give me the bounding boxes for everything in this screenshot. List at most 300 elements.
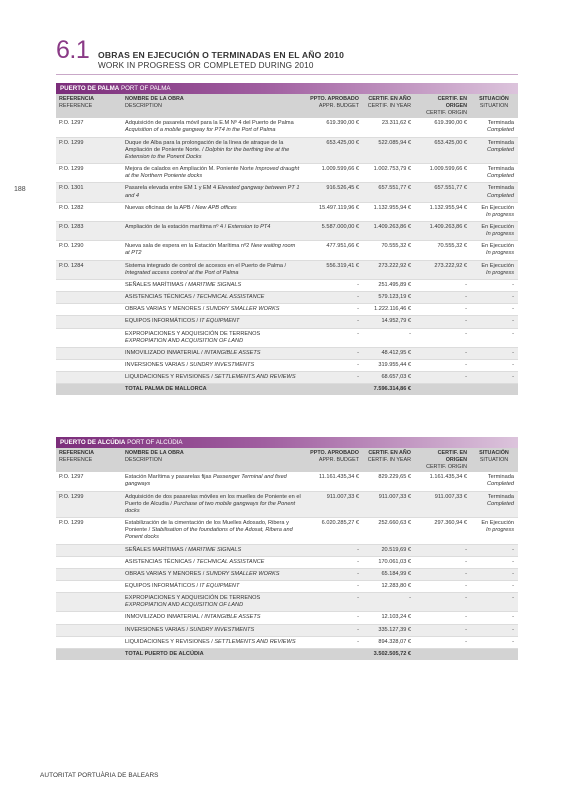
project-budget: 11.161.435,34 € xyxy=(304,472,362,491)
project-status xyxy=(470,260,518,279)
category-description xyxy=(122,580,304,592)
category-row xyxy=(56,568,518,580)
column-header-cert-origin xyxy=(414,448,470,472)
alcudia-section xyxy=(56,437,518,660)
category-description xyxy=(122,328,304,347)
project-status xyxy=(470,518,518,544)
project-status-en: In progress xyxy=(486,211,514,218)
project-cert-origin: 1.009.599,66 € xyxy=(414,164,470,183)
category-description xyxy=(122,612,304,624)
project-status-en: Completed xyxy=(486,500,514,507)
palma-section-bar xyxy=(56,83,518,94)
palma-bar-subtitle: PORT OF PALMA xyxy=(120,85,171,92)
project-status-es: En Ejecución xyxy=(481,262,514,269)
category-cert-year: 48.412,95 € xyxy=(362,347,414,359)
project-reference: P.O. 1284 xyxy=(56,260,122,279)
category-budget: - xyxy=(304,279,362,291)
category-reference-empty xyxy=(56,279,122,291)
category-description xyxy=(122,372,304,384)
project-name-en: Elevated gangway between PT 1 and 4 xyxy=(125,185,300,199)
category-name-es: ASISTENCIAS TÉCNICAS / xyxy=(125,558,195,565)
project-cert-year: 1.409.263,86 € xyxy=(362,221,414,240)
project-cert-year: 1.002.753,79 € xyxy=(362,164,414,183)
column-header-cert-origin xyxy=(414,94,470,118)
category-name-es: LIQUIDACIONES Y REVISIONES / xyxy=(125,638,213,645)
category-cert-origin: - xyxy=(414,360,470,372)
category-reference-empty xyxy=(56,580,122,592)
category-name-en: IT EQUIPMENT xyxy=(199,582,240,589)
total-origin-empty xyxy=(414,648,470,660)
palma-bar-title: PUERTO DE PALMA xyxy=(60,85,120,92)
project-status-en: Completed xyxy=(486,192,514,199)
category-name-es: INMOVILIZADO INMATERIAL / xyxy=(125,349,203,356)
category-cert-origin: - xyxy=(414,279,470,291)
category-status: - xyxy=(470,304,518,316)
category-budget: - xyxy=(304,372,362,384)
project-reference: P.O. 1297 xyxy=(56,118,122,137)
category-row xyxy=(56,360,518,372)
category-reference-empty xyxy=(56,612,122,624)
category-status: - xyxy=(470,328,518,347)
category-cert-origin: - xyxy=(414,624,470,636)
project-status-es: Terminada xyxy=(487,493,514,500)
total-reference-empty xyxy=(56,384,122,396)
project-cert-origin: 911.007,33 € xyxy=(414,491,470,517)
total-budget-empty xyxy=(304,384,362,396)
category-description xyxy=(122,360,304,372)
category-row xyxy=(56,372,518,384)
category-budget: - xyxy=(304,593,362,612)
project-cert-year: 23.311,62 € xyxy=(362,118,414,137)
column-header-description-en: DESCRIPTION xyxy=(125,456,162,463)
project-reference: P.O. 1297 xyxy=(56,472,122,491)
project-description xyxy=(122,260,304,279)
category-description xyxy=(122,292,304,304)
project-description xyxy=(122,164,304,183)
project-name-es: Sistema integrado de control de accesos en el Puerto de Palma / xyxy=(125,262,287,269)
project-description xyxy=(122,472,304,491)
category-name-es: EQUIPOS INFORMÁTICOS / xyxy=(125,582,199,589)
project-row xyxy=(56,221,518,240)
section-subtitle: WORK IN PROGRESS OR COMPLETED DURING 2010 xyxy=(98,61,314,70)
project-status-en: Completed xyxy=(486,127,514,134)
category-cert-year: 68.657,03 € xyxy=(362,372,414,384)
category-budget: - xyxy=(304,612,362,624)
project-cert-year: 657.551,77 € xyxy=(362,183,414,202)
alcudia-section-bar xyxy=(56,437,518,448)
project-reference: P.O. 1301 xyxy=(56,183,122,202)
category-status: - xyxy=(470,593,518,612)
column-header-status-es: SITUACIÓN xyxy=(479,96,509,102)
total-status-empty xyxy=(470,384,518,396)
category-name-en: SETTLEMENTS AND REVIEWS xyxy=(214,638,296,645)
project-status xyxy=(470,491,518,517)
total-label: TOTAL PUERTO DE ALCÚDIA xyxy=(122,648,304,660)
column-header-status-es: SITUACIÓN xyxy=(479,450,509,456)
project-cert-origin: 273.222,92 € xyxy=(414,260,470,279)
category-budget: - xyxy=(304,292,362,304)
column-header-description xyxy=(122,94,304,118)
category-reference-empty xyxy=(56,556,122,568)
project-description xyxy=(122,241,304,260)
column-header-cert-year xyxy=(362,94,414,118)
category-name-en: SETTLEMENTS AND REVIEWS xyxy=(214,374,296,381)
category-cert-year: 170.061,03 € xyxy=(362,556,414,568)
column-header-reference-en: REFERENCE xyxy=(59,456,93,463)
project-reference: P.O. 1290 xyxy=(56,241,122,260)
column-header-description-en: DESCRIPTION xyxy=(125,102,162,109)
project-name-es: Duque de Alba para la prolongación de la línea de atraque de la Ampliación de Poniente Norte. / xyxy=(125,139,284,153)
project-budget: 6.020.285,27 € xyxy=(304,518,362,544)
project-name-en: Acquisition of a mobile gangway for PT4 in the Port of Palma xyxy=(125,127,276,134)
project-reference: P.O. 1299 xyxy=(56,518,122,544)
project-description xyxy=(122,183,304,202)
column-header-status xyxy=(470,94,518,118)
category-description xyxy=(122,279,304,291)
project-status-en: Completed xyxy=(486,481,514,488)
project-description xyxy=(122,137,304,163)
category-name-es: SEÑALES MARÍTIMAS / xyxy=(125,546,187,553)
project-status-es: Terminada xyxy=(487,474,514,481)
column-header-description-es: NOMBRE DE LA OBRA xyxy=(125,96,184,102)
category-name-es: OBRAS VARIAS Y MENORES / xyxy=(125,306,205,313)
category-name-es: EXPROPIACIONES Y ADQUISICIÓN DE TERRENOS xyxy=(125,595,261,602)
category-status: - xyxy=(470,624,518,636)
palma-section xyxy=(56,83,518,395)
project-description xyxy=(122,202,304,221)
category-cert-origin: - xyxy=(414,316,470,328)
project-name-en: Dolphin for the berthing line at the Extension to the Ponent Docks xyxy=(125,146,290,160)
category-cert-year: 335.127,39 € xyxy=(362,624,414,636)
category-row xyxy=(56,556,518,568)
column-header-status-en: SITUATION xyxy=(479,102,509,109)
project-cert-year: 911.007,33 € xyxy=(362,491,414,517)
category-row xyxy=(56,593,518,612)
project-status xyxy=(470,221,518,240)
alcudia-bar-subtitle: PORT OF ALCÚDIA xyxy=(127,439,183,446)
table-header-row xyxy=(56,94,518,118)
project-name-en: Extension to PT4 xyxy=(227,223,271,230)
category-status: - xyxy=(470,636,518,648)
palma-table xyxy=(56,94,518,395)
project-budget: 5.587.000,00 € xyxy=(304,221,362,240)
project-budget: 653.425,00 € xyxy=(304,137,362,163)
column-header-cert-origin-en: CERTIF. ORIGIN xyxy=(426,463,467,470)
column-header-reference xyxy=(56,94,122,118)
category-budget: - xyxy=(304,624,362,636)
category-status: - xyxy=(470,612,518,624)
category-name-es: EXPROPIACIONES Y ADQUISICIÓN DE TERRENOS xyxy=(125,330,261,337)
category-cert-year: 319.955,44 € xyxy=(362,360,414,372)
category-name-en: SUNDRY INVESTMENTS xyxy=(189,362,255,368)
project-name-en: New waiting room at PT2 xyxy=(125,243,296,257)
category-budget: - xyxy=(304,580,362,592)
project-cert-origin: 1.409.263,86 € xyxy=(414,221,470,240)
project-status xyxy=(470,472,518,491)
category-reference-empty xyxy=(56,328,122,347)
project-name-en: New APB offices xyxy=(195,204,237,211)
category-description xyxy=(122,556,304,568)
category-name-en: TECHNICAL ASSISTANCE xyxy=(196,558,265,565)
project-row xyxy=(56,518,518,544)
project-status-es: En Ejecución xyxy=(481,520,514,527)
column-header-status-en: SITUATION xyxy=(479,456,509,463)
project-status xyxy=(470,183,518,202)
category-description xyxy=(122,593,304,612)
category-name-es: OBRAS VARIAS Y MENORES / xyxy=(125,570,205,577)
project-name-es: Nueva sala de espera en la Estación Marítima nº2 xyxy=(125,243,250,250)
project-status xyxy=(470,241,518,260)
total-reference-empty xyxy=(56,648,122,660)
category-reference-empty xyxy=(56,316,122,328)
section-number: 6.1 xyxy=(56,36,90,64)
category-name-es: INVERSIONES VARIAS / xyxy=(125,626,188,633)
category-reference-empty xyxy=(56,568,122,580)
category-cert-year: 12.103,24 € xyxy=(362,612,414,624)
column-header-cert-year-en: CERTIF. IN YEAR xyxy=(367,102,411,109)
category-description xyxy=(122,316,304,328)
project-row xyxy=(56,183,518,202)
project-reference: P.O. 1299 xyxy=(56,137,122,163)
project-status-es: Terminada xyxy=(487,139,514,146)
page-number: 188 xyxy=(14,186,26,193)
column-header-cert-year-es: CERTIF. EN AÑO xyxy=(368,450,411,456)
category-budget: - xyxy=(304,544,362,556)
category-reference-empty xyxy=(56,593,122,612)
column-header-reference-en: REFERENCE xyxy=(59,102,93,109)
category-cert-origin: - xyxy=(414,347,470,359)
category-reference-empty xyxy=(56,372,122,384)
project-cert-year: 522.085,94 € xyxy=(362,137,414,163)
category-row xyxy=(56,636,518,648)
category-reference-empty xyxy=(56,544,122,556)
project-row xyxy=(56,118,518,137)
alcudia-bar-title: PUERTO DE ALCÚDIA xyxy=(60,439,126,446)
project-status xyxy=(470,118,518,137)
category-budget: - xyxy=(304,636,362,648)
category-budget: - xyxy=(304,347,362,359)
project-name-en: Passenger Terminal and fixed gangways xyxy=(125,474,287,488)
project-budget: 477.951,66 € xyxy=(304,241,362,260)
project-status xyxy=(470,164,518,183)
project-name-es: Adquisición de dos pasarelas móviles en los muelles de Poniente en el Puerto de Alcudia / xyxy=(125,493,301,507)
category-budget: - xyxy=(304,568,362,580)
category-name-es: SEÑALES MARÍTIMAS / xyxy=(125,281,187,288)
column-header-reference-es: REFERENCIA xyxy=(59,450,95,456)
project-cert-origin: 657.551,77 € xyxy=(414,183,470,202)
column-header-budget-en: APPR. BUDGET xyxy=(318,456,359,463)
column-header-cert-origin-en: CERTIF. ORIGIN xyxy=(426,109,467,116)
table-header-row xyxy=(56,448,518,472)
category-budget: - xyxy=(304,328,362,347)
project-cert-year: 829.229,65 € xyxy=(362,472,414,491)
project-cert-year: 273.222,92 € xyxy=(362,260,414,279)
project-status-es: En Ejecución xyxy=(481,243,514,250)
project-budget: 619.390,00 € xyxy=(304,118,362,137)
category-cert-year: 251.495,89 € xyxy=(362,279,414,291)
project-row xyxy=(56,491,518,517)
category-cert-origin: - xyxy=(414,544,470,556)
category-status: - xyxy=(470,372,518,384)
project-budget: 556.319,41 € xyxy=(304,260,362,279)
total-value: 7.596.314,86 € xyxy=(362,384,414,396)
category-description xyxy=(122,568,304,580)
category-name-en: TECHNICAL ASSISTANCE xyxy=(196,294,265,301)
category-status: - xyxy=(470,316,518,328)
category-cert-year: 1.222.116,46 € xyxy=(362,304,414,316)
category-cert-year: - xyxy=(362,593,414,612)
category-budget: - xyxy=(304,304,362,316)
project-row xyxy=(56,260,518,279)
project-reference: P.O. 1282 xyxy=(56,202,122,221)
category-status: - xyxy=(470,556,518,568)
project-reference: P.O. 1283 xyxy=(56,221,122,240)
category-reference-empty xyxy=(56,347,122,359)
project-name-es: Adquisición de pasarela móvil para la E.M Nº 4 del Puerto de Palma xyxy=(125,120,294,127)
category-cert-origin: - xyxy=(414,580,470,592)
column-header-description-es: NOMBRE DE LA OBRA xyxy=(125,450,184,456)
project-budget: 1.009.599,66 € xyxy=(304,164,362,183)
category-status: - xyxy=(470,292,518,304)
project-status-es: En Ejecución xyxy=(481,204,514,211)
project-status-en: In progress xyxy=(486,231,514,238)
project-status-en: Completed xyxy=(486,146,514,153)
category-reference-empty xyxy=(56,624,122,636)
category-name-en: IT EQUIPMENT xyxy=(199,318,240,325)
category-cert-origin: - xyxy=(414,304,470,316)
project-cert-origin: 1.132.955,94 € xyxy=(414,202,470,221)
category-cert-origin: - xyxy=(414,593,470,612)
column-header-cert-origin-es: CERTIF. EN ORIGEN xyxy=(437,450,467,463)
project-description xyxy=(122,491,304,517)
category-name-en: INTANGIBLE ASSETS xyxy=(204,614,261,621)
alcudia-table xyxy=(56,448,518,660)
project-status xyxy=(470,202,518,221)
category-row xyxy=(56,328,518,347)
project-budget: 911.007,33 € xyxy=(304,491,362,517)
category-name-en: SUNDRY INVESTMENTS xyxy=(189,626,255,633)
project-cert-year: 252.660,63 € xyxy=(362,518,414,544)
column-header-budget-es: PPTO. APROBADO xyxy=(310,450,359,456)
category-description xyxy=(122,636,304,648)
total-budget-empty xyxy=(304,648,362,660)
column-header-cert-year xyxy=(362,448,414,472)
category-cert-origin: - xyxy=(414,636,470,648)
category-row xyxy=(56,292,518,304)
category-name-en: MARITIME SIGNALS xyxy=(188,546,242,553)
category-cert-year: 65.184,99 € xyxy=(362,568,414,580)
project-name-en: Integrated access control at the Port of Palma xyxy=(125,269,239,276)
column-header-budget-es: PPTO. APROBADO xyxy=(310,96,359,102)
category-budget: - xyxy=(304,360,362,372)
project-row xyxy=(56,164,518,183)
category-cert-origin: - xyxy=(414,568,470,580)
project-status-en: Completed xyxy=(486,173,514,180)
total-label: TOTAL PALMA DE MALLORCA xyxy=(122,384,304,396)
category-reference-empty xyxy=(56,304,122,316)
category-cert-origin: - xyxy=(414,328,470,347)
category-reference-empty xyxy=(56,360,122,372)
project-status-en: In progress xyxy=(486,269,514,276)
project-name-es: Pasarela elevada entre EM 1 y EM 4 xyxy=(125,185,217,192)
total-row xyxy=(56,648,518,660)
project-name-es: Nuevas oficinas de la APB / xyxy=(125,204,194,211)
project-name-es: Ampliación de la estación marítima nº 4 / xyxy=(125,223,227,230)
category-budget: - xyxy=(304,556,362,568)
category-name-en: EXPROPIATION AND ACQUISITION OF LAND xyxy=(125,337,244,344)
project-cert-origin: 297.360,94 € xyxy=(414,518,470,544)
category-status: - xyxy=(470,360,518,372)
project-budget: 916.526,45 € xyxy=(304,183,362,202)
category-description xyxy=(122,624,304,636)
section-header xyxy=(56,36,518,74)
project-name-es: Mejora de calados en Ampliación M. Poniente Norte xyxy=(125,166,254,173)
category-budget: - xyxy=(304,316,362,328)
category-status: - xyxy=(470,544,518,556)
project-description xyxy=(122,118,304,137)
project-name-en: Purchase of two mobile gangways for the Ponent docks xyxy=(125,500,296,514)
category-row xyxy=(56,279,518,291)
category-cert-origin: - xyxy=(414,372,470,384)
project-reference: P.O. 1299 xyxy=(56,164,122,183)
category-row xyxy=(56,580,518,592)
category-name-es: INVERSIONES VARIAS / xyxy=(125,362,188,368)
project-name-en: Improved draught at the Northern Poniente docks xyxy=(125,166,300,180)
column-header-cert-year-en: CERTIF. IN YEAR xyxy=(367,456,411,463)
project-name-es: Estación Marítima y pasarelas fijas xyxy=(125,474,212,481)
column-header-budget xyxy=(304,448,362,472)
category-name-en: INTANGIBLE ASSETS xyxy=(204,349,261,356)
project-status-es: En Ejecución xyxy=(481,223,514,230)
total-origin-empty xyxy=(414,384,470,396)
project-row xyxy=(56,472,518,491)
total-value: 3.502.505,72 € xyxy=(362,648,414,660)
category-row xyxy=(56,347,518,359)
column-header-description xyxy=(122,448,304,472)
category-reference-empty xyxy=(56,636,122,648)
project-cert-origin: 70.555,32 € xyxy=(414,241,470,260)
category-name-es: ASISTENCIAS TÉCNICAS / xyxy=(125,294,195,301)
project-description xyxy=(122,518,304,544)
category-row xyxy=(56,316,518,328)
project-status-es: Terminada xyxy=(487,120,514,127)
section-title: OBRAS EN EJECUCIÓN O TERMINADAS EN EL AÑO 2010 xyxy=(98,50,345,60)
project-cert-year: 70.555,32 € xyxy=(362,241,414,260)
project-name-es: Estabilización de la cimentación de los Muelles Adosado, Ribera y Poniente / xyxy=(125,520,289,534)
project-status-en: In progress xyxy=(486,250,514,257)
category-description xyxy=(122,347,304,359)
total-row xyxy=(56,384,518,396)
project-budget: 15.497.119,96 € xyxy=(304,202,362,221)
header-divider xyxy=(56,74,518,75)
project-cert-year: 1.132.955,94 € xyxy=(362,202,414,221)
category-name-en: SUNDRY SMALLER WORKS xyxy=(205,306,280,313)
category-row xyxy=(56,624,518,636)
category-name-es: LIQUIDACIONES Y REVISIONES / xyxy=(125,374,213,381)
category-status: - xyxy=(470,568,518,580)
category-description xyxy=(122,304,304,316)
column-header-reference xyxy=(56,448,122,472)
project-cert-origin: 1.161.435,34 € xyxy=(414,472,470,491)
category-status: - xyxy=(470,279,518,291)
category-cert-year: 20.519,69 € xyxy=(362,544,414,556)
category-name-en: MARITIME SIGNALS xyxy=(188,281,242,288)
category-cert-year: 894.328,07 € xyxy=(362,636,414,648)
category-row xyxy=(56,544,518,556)
category-name-en: EXPROPIATION AND ACQUISITION OF LAND xyxy=(125,602,244,609)
project-row xyxy=(56,241,518,260)
project-status-es: Terminada xyxy=(487,166,514,173)
